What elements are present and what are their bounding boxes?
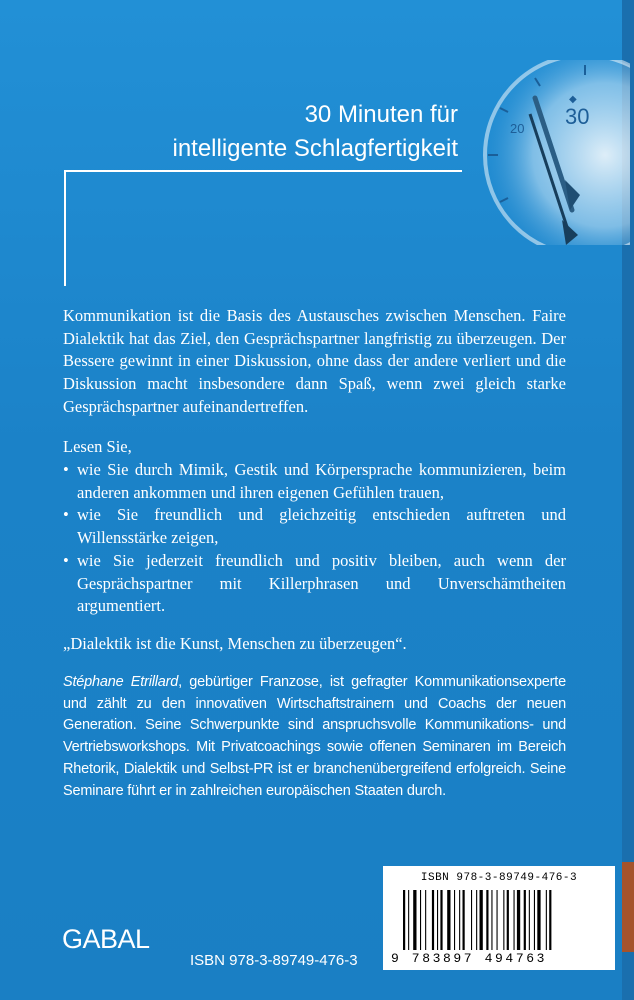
barcode-bar <box>537 890 540 950</box>
barcode-bar <box>486 890 488 950</box>
barcode-bar <box>524 890 526 950</box>
barcode-bar <box>471 890 472 950</box>
bullet-icon: • <box>63 460 69 479</box>
clock-number-small: 20 <box>510 121 525 136</box>
barcode-bar <box>476 890 477 950</box>
barcode-bar <box>497 890 498 950</box>
clock-diamond-icon: ◆ <box>569 94 577 105</box>
clock-icon <box>470 60 630 245</box>
barcode-bar <box>403 890 405 950</box>
barcode-bar <box>514 890 515 950</box>
barcode-bar <box>503 890 504 950</box>
lesen-label: Lesen Sie, <box>63 437 132 456</box>
barcode-bar <box>463 890 465 950</box>
barcode-panel <box>383 866 615 970</box>
bullet-text: wie Sie freundlich und gleichzeitig entschieden auftreten und Willensstärke zeigen, <box>77 505 566 548</box>
heading-line-2: intelligente Schlagfertigkeit <box>172 135 458 162</box>
barcode-bar <box>507 890 509 950</box>
list-item <box>63 550 566 618</box>
barcode-bar <box>432 890 434 950</box>
barcode-icon <box>403 890 599 950</box>
frame-line-horizontal <box>64 170 462 172</box>
author-bio <box>63 672 566 802</box>
barcode-bar <box>491 890 492 950</box>
frame-line-vertical <box>64 170 66 286</box>
barcode-bar <box>546 890 547 950</box>
barcode-bar <box>454 890 455 950</box>
bullet-icon: • <box>63 550 69 570</box>
author-name: Stéphane Etrillard <box>63 674 179 690</box>
barcode-bar <box>440 890 442 950</box>
barcode-bar <box>447 890 450 950</box>
author-bio-text: , gebürtiger Franzose, ist gefragter Kommunikationsexperte und zählt zu den innovativen Wirtschaftstrainern und Coachs der neuen Generation. Seine Schwerpunkte sind anspruchsvolle Kommunikations- und Vertriebsworkshops. Mit Privatcoachings sowie offenen Seminaren im Bereich Rhetorik, Dialektik und Selbst-PR ist er branchenübergreifend erfolgreich. Seine Seminare führt er in zahlreichen europäischen Staaten durch. <box>63 674 566 799</box>
spine-accent <box>622 862 634 952</box>
barcode-bar <box>459 890 460 950</box>
clock-number-big: 30 <box>565 104 590 129</box>
barcode-isbn: ISBN 978-3-89749-476-3 <box>420 872 578 884</box>
barcode-bar <box>408 890 409 950</box>
bullet-text: wie Sie durch Mimik, Gestik und Körpersprache kommunizieren, beim anderen ankommen und ihren eigenen Gefühlen trauen, <box>77 460 566 502</box>
intro-text: Kommunikation ist die Basis des Austausches zwischen Menschen. Faire Dialektik hat das Ziel, den Gesprächspartner langfristig zu überzeugen. Der Bessere gewinnt in einer Diskussion, ohne dass der andere verliert und die Diskussion macht insbesondere dann Spaß, wenn zwei gleich starke Gesprächspartner aufeinandertreffen. <box>63 306 566 416</box>
barcode-bar <box>437 890 438 950</box>
publisher-logo: GABAL <box>62 924 150 954</box>
barcode-bar <box>517 890 520 950</box>
barcode-bar <box>549 890 551 950</box>
cover-heading <box>120 98 458 166</box>
bullet-list <box>63 459 566 618</box>
barcode-bar <box>425 890 426 950</box>
heading-line-1: 30 Minuten für <box>304 101 458 128</box>
barcode-bar <box>420 890 421 950</box>
barcode-bar <box>413 890 416 950</box>
barcode-bar <box>534 890 535 950</box>
quote: „Dialektik ist die Kunst, Menschen zu überzeugen“. <box>63 634 407 653</box>
intro-paragraph <box>63 305 566 419</box>
barcode-digits: 9 783897 494763 <box>391 951 548 966</box>
bullet-text: wie Sie jederzeit freundlich und positiv bleiben, auch wenn der Gesprächspartner mit Killerphrasen und Unverschämtheiten argumentiert. <box>77 550 566 616</box>
bullet-icon: • <box>63 505 69 525</box>
barcode-bar <box>529 890 530 950</box>
isbn-text: ISBN 978-3-89749-476-3 <box>190 952 358 969</box>
list-item <box>63 459 566 504</box>
barcode-bar <box>480 890 483 950</box>
list-item <box>63 504 566 549</box>
